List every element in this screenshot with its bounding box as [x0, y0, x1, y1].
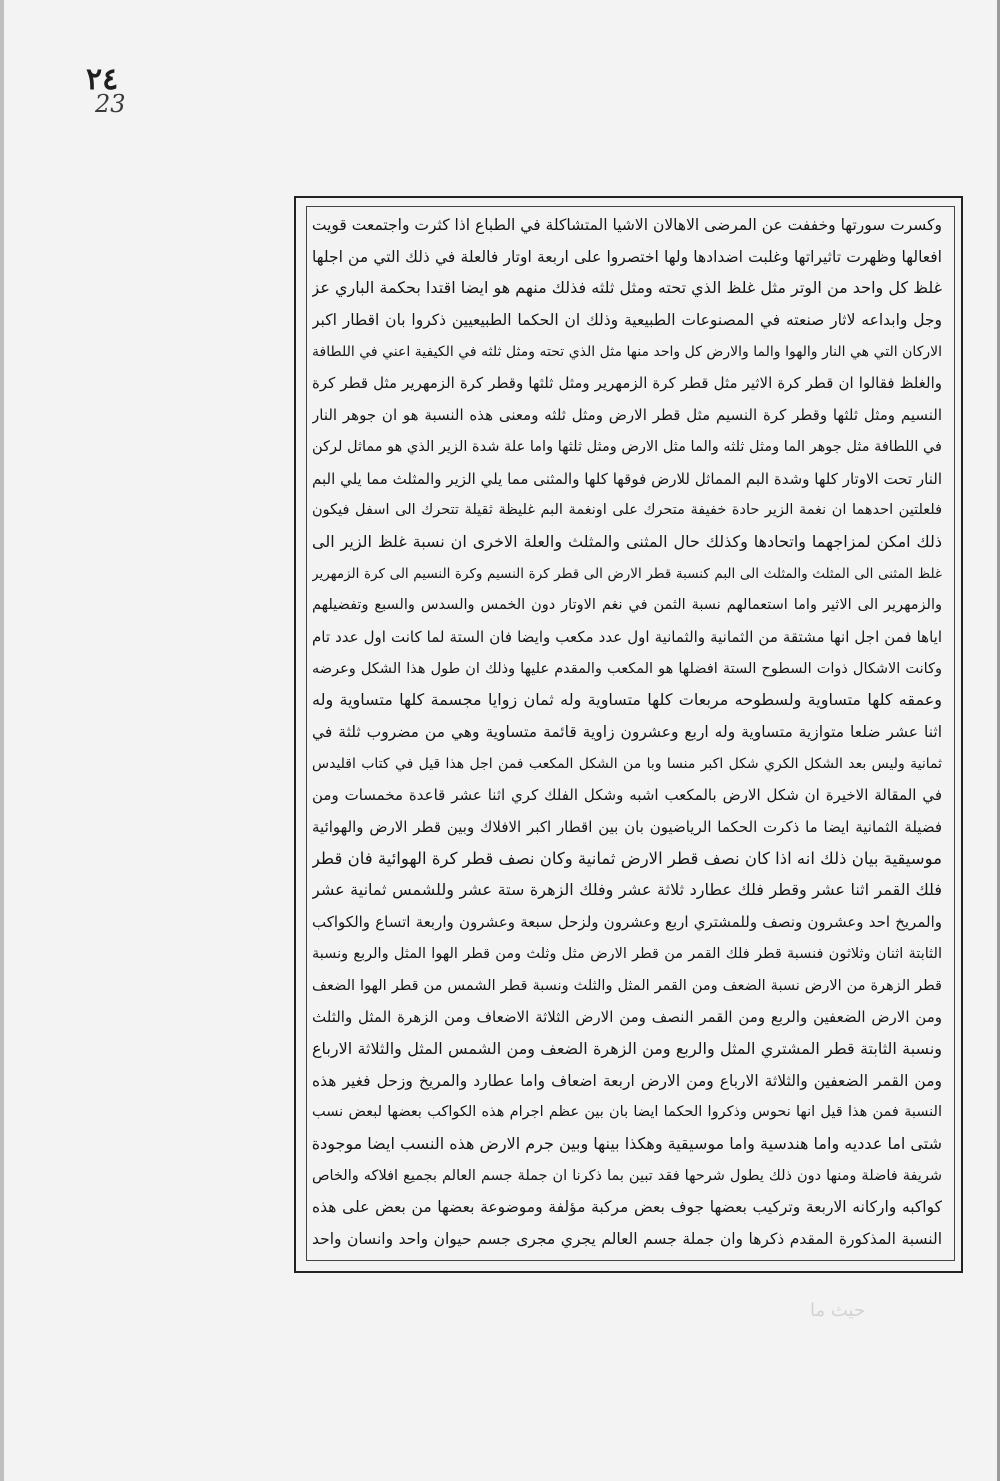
folio-number-latin: 23 [95, 90, 126, 118]
text-line: وكسرت سورتها وخففت عن المرضى الاهالان الاشيا المتشاكلة في الطباع اذا كثرت واجتمعت قويت [312, 216, 942, 234]
text-line: شتى اما عدديه واما هندسية واما موسيقية وهكذا بينها وبين جرم الارض هذه النسب ايضا موجودة [312, 1133, 942, 1153]
text-line: افعالها وظهرت تاثيراتها وغلبت اضدادها ولها اختصروا على اربعة اوتار فالعلة في ذلك التي من اجلها [312, 247, 942, 266]
text-line: ومن الارض الضعفين والربع ومن القمر النصف ومن الارض الثلاثة الاضعاف ومن الزهرة المثل والثلث [312, 1008, 942, 1027]
text-line: وكانت الاشكال ذوات السطوح الستة افضلها هو المكعب والمقدم عليها وذلك ان طول هذا الشكل وعرضه [312, 660, 942, 677]
text-line: اياها فمن اجل انها مشتقة من الثمانية والثمانية اول عدد مكعب وايضا فان الستة لما كانت اول عدد تام [312, 627, 942, 646]
text-line: غلظ المثنى الى المثلث والمثلث الى البم كنسبة قطر الارض الى قطر كرة النسيم وكرة النسيم الى كرة الزمهرير [312, 565, 942, 582]
bleed-through-text: حيث ما [810, 1300, 866, 1321]
page-left-edge [0, 0, 4, 1481]
text-line: وعمقه كلها متساوية ولسطوحه مربعات كلها متساوية وله ثمان زوايا مجسمة كلها متساوية وله [312, 690, 942, 710]
text-line: والغلظ فقالوا ان قطر كرة الاثير مثل قطر كرة الزمهرير ومثل ثلثها وقطر كرة الزمهرير مثل قطر كرة [312, 374, 942, 393]
text-line: في اللطافة مثل جوهر الما ومثل ثلثه والما مثل الارض ومثل ثلثها واما علة شدة الزير الذي هو مماثل لركن [312, 438, 942, 455]
text-line: ذلك امكن لمزاجهما واتحادها وكذلك حال المثنى والمثلث والعلة الاخرى ان نسبة غلظ الزير الى [312, 531, 942, 551]
text-line: فلك القمر اثنا عشر وقطر فلك عطارد ثلاثة عشر وفلك الزهرة ستة عشر وللشمس ثمانية عشر [312, 880, 942, 900]
text-line: قطر الزهرة من الارض نسبة الضعف ومن القمر المثل والثلث ونسبة قطر الشمس من قطر الهوا الضعف [312, 977, 942, 994]
manuscript-text-block [312, 206, 942, 1258]
text-line: النسيم ومثل ثلثها وقطر كرة النسيم مثل قطر الارض ومثل ثلثه ومعنى هذه النسبة هو ان جوهر النار [312, 406, 942, 425]
text-line: والمريخ احد وعشرون ونصف وللمشتري اربع وعشرون ولزحل سبعة وعشرون واربعة اتساع والكواكب [312, 913, 942, 932]
text-line: كواكبه واركانه الاربعة وتركيب بعضها جوف بعض مركبة مؤلفة وموضوعة بعضها من بعض على هذه [312, 1198, 942, 1217]
text-line: وجل وابداعه لاثار صنعته في المصنوعات الطبيعية وذلك ان الحكما الطبيعيين ذكروا بان اقطار اكبر [312, 311, 942, 330]
text-line: ثمانية وليس بعد الشكل الكري شكل اكبر منسا وبا من الشكل المكعب فمن اجل هذا قيل في كتاب اقليدس [312, 755, 942, 772]
text-line: اثنا عشر ضلعا متوازية متساوية وله اربع وعشرون زاوية قائمة متساوية وهي من مضروب ثلثة في [312, 723, 942, 741]
text-line: فلعلتين احدهما ان نغمة الزير حادة خفيفة متحرك على اونغمة البم غليظة ثقيلة تتحرك الى اسفل فيكون [312, 502, 942, 519]
text-line: النسبة فمن هذا قيل انها نحوس وذكروا الحكما ايضا بان بين عظم اجرام هذه الكواكب بعضها لبعض نسب [312, 1104, 942, 1121]
text-line: والزمهرير الى الاثير واما استعمالهم نسبة الثمن في نغم الاوتار دون الخمس والسدس والسبع وتفضيلهم [312, 597, 942, 614]
text-line: النار تحت الاوتار كلها وشدة البم المماثل للارض فوقها كلها والمثنى مما يلي الزير والمثلث مما يلي البم [312, 469, 942, 488]
text-line: ونسبة الثابتة قطر المشتري المثل والربع ومن الزهرة الضعف ومن الشمس المثل والثلاثة الارباع [312, 1038, 942, 1058]
text-line: فضيلة الثمانية ايضا ما ذكرت الحكما الرياضيون بان بين اقطار اكبر الافلاك وبين قطر الارض والهوائية [312, 818, 942, 837]
text-line: في المقالة الاخيرة ان شكل الارض بالمكعب اشبه وشكل الفلك كري اثنا عشر قاعدة مخمسات ومن [312, 786, 942, 805]
text-line: الاركان التي هي النار والهوا والما والارض كل واحد منها مثل الذي تحته ومثل ثلثه في الكيفية اعني في اللطافة [312, 343, 942, 360]
text-line: غلظ كل واحد من الوتر مثل غلظ الذي تحته ومثل ثلثه فذلك منهم هو ايضا اقتدا بحكمة الباري عز [312, 278, 942, 298]
text-line: النسبة المذكورة المقدم ذكرها وان جملة جسم العالم يجري مجرى جسم حيوان واحد وانسان واحد [312, 1230, 942, 1248]
text-line: ومن القمر الضعفين والثلاثة الارباع ومن الارض اربعة اضعاف واما عطارد والمريخ وزحل فغير هذه [312, 1071, 942, 1090]
text-line: شريفة فاضلة ومنها دون ذلك يطول شرحها فقد تبين بما ذكرنا ان جملة جسم العالم بجميع افلاكه والخاص [312, 1167, 942, 1184]
folio-number-arabic: ٢٤ [86, 62, 119, 97]
text-line: الثابتة اثنان وثلاثون فنسبة قطر فلك القمر من قطر الارض مثل وثلث ومن قطر الهوا المثل والربع ونسبة [312, 945, 942, 962]
text-line: موسيقية بيان ذلك انه اذا كان نصف قطر الارض ثمانية وكان نصف قطر كرة الهوائية فان قطر [312, 848, 942, 868]
